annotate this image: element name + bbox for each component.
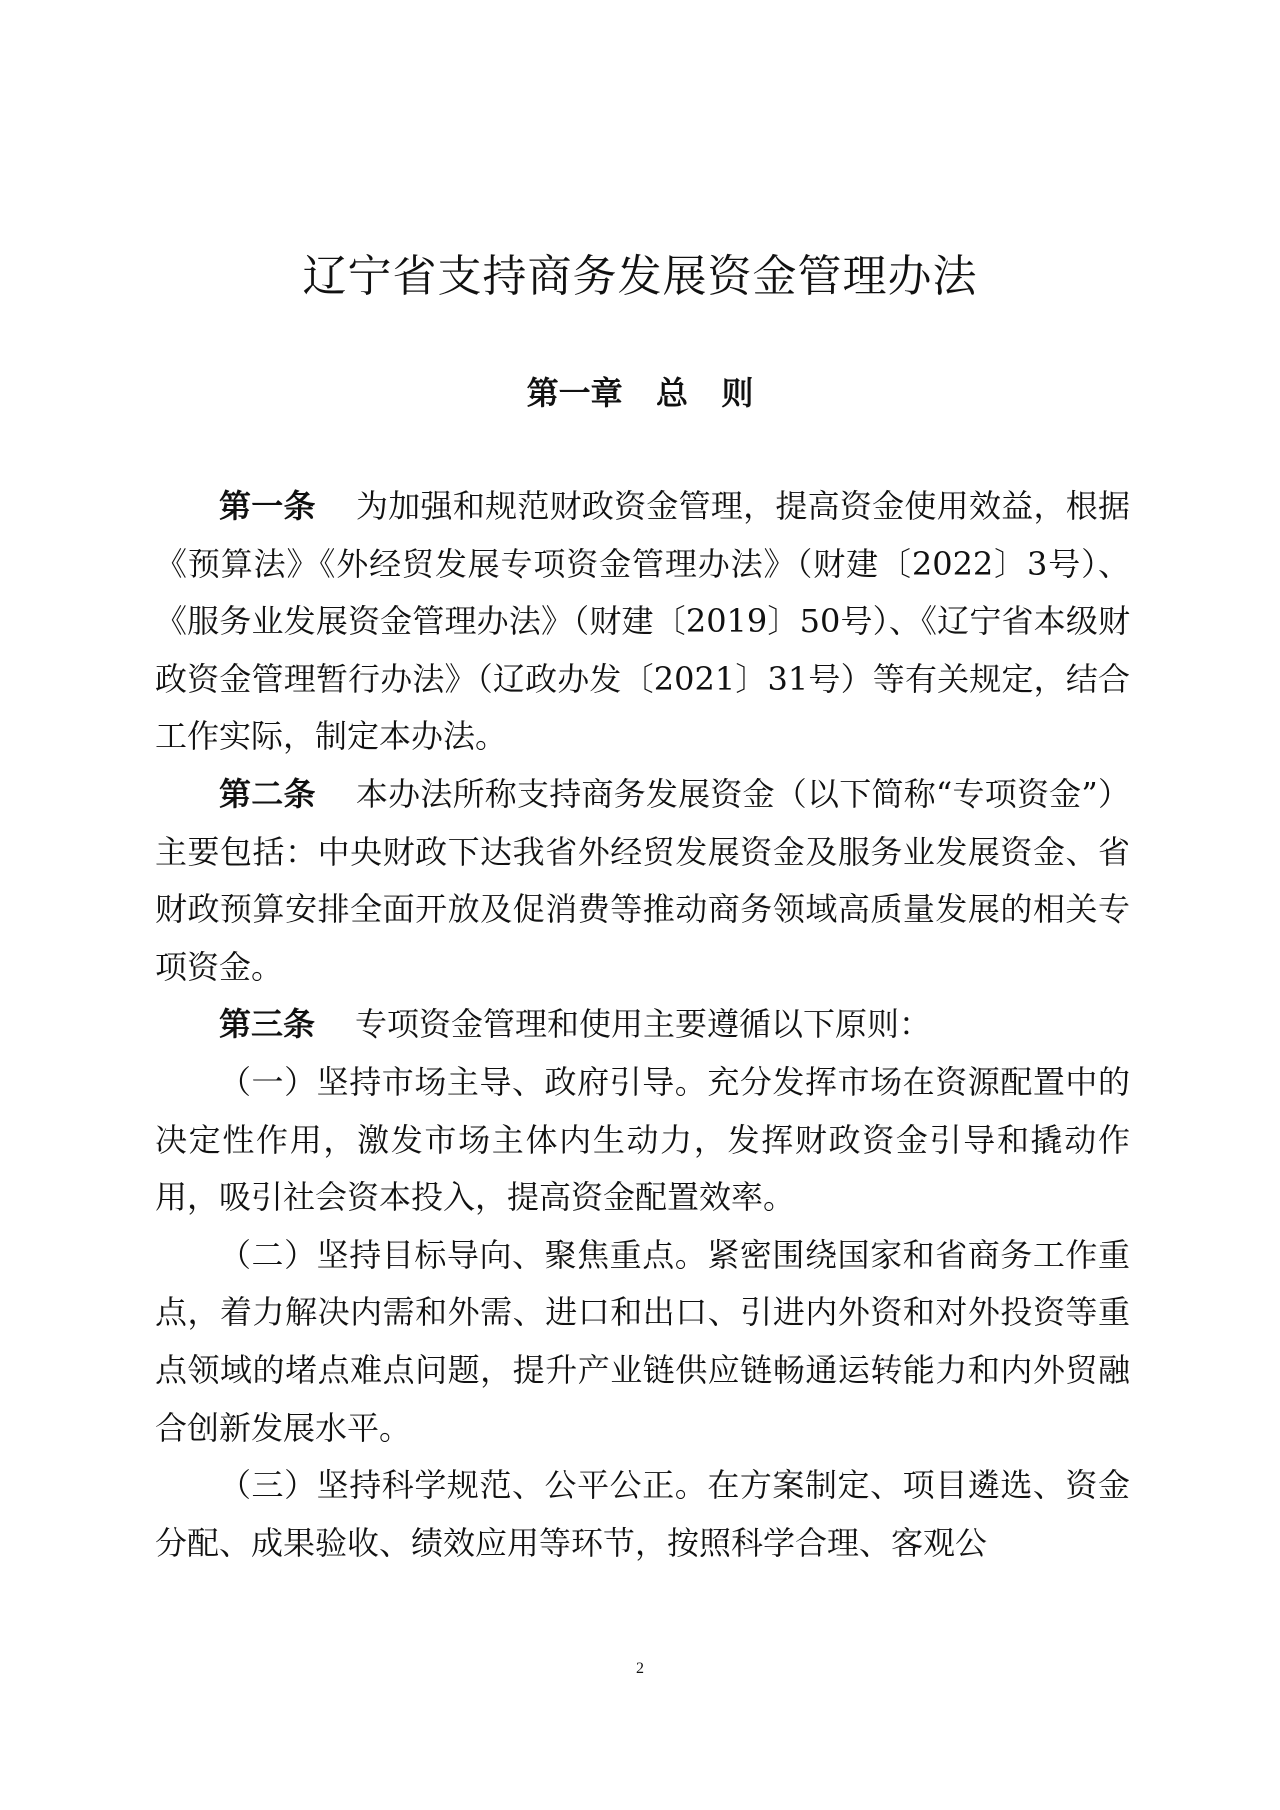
article-3: [155, 996, 1130, 1054]
principle-2: （二）坚持目标导向、聚焦重点。紧密围绕国家和省商务工作重点，着力解决内需和外需、进口和出口、引进内外资和对外投资等重点领域的堵点难点问题，提升产业链供应链畅通运转能力和内外贸融合创新发展水平。: [155, 1235, 1130, 1447]
article-label: 第三条: [219, 1005, 316, 1044]
article-2: [155, 766, 1130, 996]
article-text: 专项资金管理和使用主要遵循以下原则：: [355, 1005, 932, 1044]
article-text: 为加强和规范财政资金管理，提高资金使用效益，根据《预算法》《外经贸发展专项资金管理办法》（财建〔2022〕3号）、《服务业发展资金管理办法》（财建〔2019〕50号）、《辽宁省本级财政资金管理暂行办法》（辽政办发〔2021〕31号）等有关规定，结合工作实际，制定本办法。: [155, 487, 1130, 756]
chapter-heading: 第一章 总 则: [526, 374, 754, 412]
document-body: [155, 478, 1130, 1572]
article-label: 第一条: [219, 487, 316, 525]
principle-1: （一）坚持市场主导、政府引导。充分发挥市场在资源配置中的决定性作用，激发市场主体内生动力，发挥财政资金引导和撬动作用，吸引社会资本投入，提高资金配置效率。: [155, 1062, 1130, 1217]
article-1: [155, 478, 1130, 766]
article-label: 第二条: [219, 774, 316, 813]
page-number: 2: [636, 1660, 644, 1677]
document-title: 辽宁省支持商务发展资金管理办法: [302, 251, 978, 302]
principle-3: （三）坚持科学规范、公平公正。在方案制定、项目遴选、资金分配、成果验收、绩效应用等环节，按照科学合理、客观公: [155, 1466, 1130, 1562]
article-text: 本办法所称支持商务发展资金（以下简称“专项资金”）主要包括：中央财政下达我省外经贸发展资金及服务业发展资金、省财政预算安排全面开放及促消费等推动商务领域高质量发展的相关专项资金。: [155, 774, 1130, 986]
